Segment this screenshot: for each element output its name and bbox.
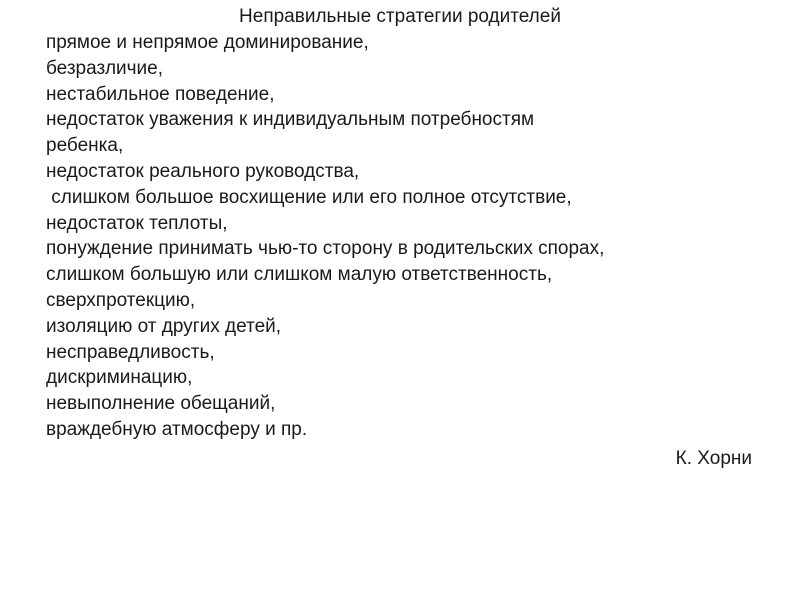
list-item: безразличие, [46,57,164,79]
list-item: прямое и непрямое доминирование, [46,32,369,53]
list-item: несправедливость, [46,341,215,363]
list-item: невыполнение обещаний, [46,393,276,415]
author-attribution: К. Хорни [675,448,752,469]
list-item: недостаток уважения к индивидуальным потребностям [46,109,535,131]
list-item: недостаток реального руководства, [46,160,360,182]
list-item: ребенка, [46,135,124,157]
list-item: сверхпротекцию, [46,289,196,311]
list-item: враждебную атмосферу и пр. [46,418,308,440]
list-item: слишком большую или слишком малую ответственность, [46,264,553,286]
strategy-list [46,30,786,443]
list-item: понуждение принимать чью-то сторону в родительских спорах, [46,238,605,260]
list-item: дискриминацию, [46,367,193,389]
list-item: слишком большое восхищение или его полное отсутствие, [46,186,572,208]
list-item: изоляцию от других детей, [46,315,282,337]
list-item: недостаток теплоты, [46,212,228,234]
slide-title: Неправильные стратегии родителей [239,6,561,27]
list-item: нестабильное поведение, [46,83,275,105]
